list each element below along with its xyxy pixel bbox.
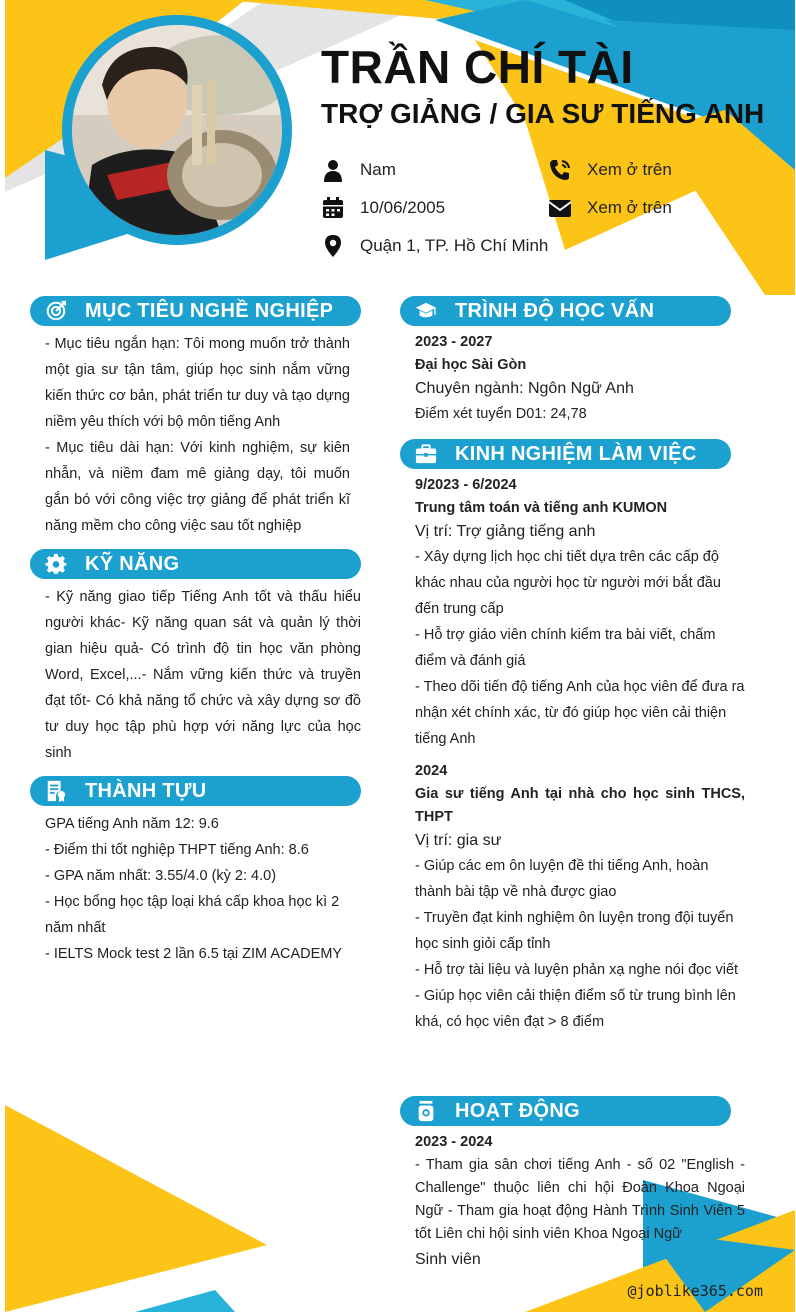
gear-icon (44, 552, 68, 576)
info-gender (320, 157, 396, 183)
job-task: - Giúp các em ôn luyện đề thi tiếng Anh, hoàn thành bài tập về nhà được giao (415, 858, 709, 900)
experience-job (415, 760, 745, 1035)
activities-period: 2023 - 2024 (415, 1134, 493, 1150)
section-objective-header (30, 296, 361, 326)
list-item: - Điểm thi tốt nghiệp THPT tiếng Anh: 8.6 (45, 842, 309, 858)
candidate-name: TRẦN CHÍ TÀI (321, 41, 634, 93)
section-title: THÀNH TỰU (85, 779, 207, 802)
person-icon (320, 157, 346, 183)
medal-icon (414, 1099, 438, 1123)
job-org: Gia sư tiếng Anh tại nhà cho học sinh THCS, THPT (415, 786, 745, 825)
job-task: - Theo dõi tiến độ tiếng Anh của học viên để đưa ra nhận xét chính xác, từ đó giúp học viên cải thiện tiếng Anh (415, 679, 745, 747)
section-title: KỸ NĂNG (85, 552, 180, 575)
achievements-body (45, 811, 361, 967)
objective-short-term: - Mục tiêu ngắn hạn: Tôi mong muốn trở thành một gia sư tận tâm, giúp học sinh nắm vững kiến thức cơ bản, phát triển tư duy và tạo dựng niềm yêu thích với bộ môn tiếng Anh (45, 336, 350, 430)
section-title: MỤC TIÊU NGHỀ NGHIỆP (85, 299, 334, 322)
map-pin-icon (320, 233, 346, 259)
avatar-ring (62, 15, 292, 245)
objective-long-term: - Mục tiêu dài hạn: Với kinh nghiệm, sự kiên nhẫn, và niềm đam mê giảng dạy, tôi muốn gắn bó với công việc trợ giảng để phát triển kĩ năng mềm cho công việc sau tốt nghiệp (45, 440, 350, 534)
section-title: HOẠT ĐỘNG (455, 1099, 580, 1122)
avatar (72, 25, 282, 235)
section-activities-header (400, 1096, 731, 1126)
certificate-icon (44, 779, 68, 803)
section-skills-header (30, 549, 361, 579)
dob-value: 10/06/2005 (360, 198, 446, 217)
section-experience-header (400, 439, 731, 469)
education-body (415, 331, 745, 427)
section-title: KINH NGHIỆM LÀM VIỆC (455, 442, 697, 465)
target-icon (44, 299, 68, 323)
job-title: TRỢ GIẢNG / GIA SƯ TIẾNG ANH (321, 98, 765, 129)
gender-value: Nam (360, 160, 396, 179)
list-item: - GPA năm nhất: 3.55/4.0 (kỳ 2: 4.0) (45, 868, 277, 884)
section-title: TRÌNH ĐỘ HỌC VẤN (455, 299, 655, 322)
graduation-cap-icon (414, 299, 438, 323)
education-score: Điểm xét tuyển D01: 24,78 (415, 406, 587, 422)
objective-body (45, 331, 350, 539)
job-task: - Giúp học viên cải thiện điểm số từ trung bình lên khá, có học viên đạt > 8 điểm (415, 988, 736, 1030)
job-position: Vị trí: gia sư (415, 832, 502, 849)
watermark: @joblike365.com (627, 1282, 763, 1300)
list-item: GPA tiếng Anh năm 12: 9.6 (45, 816, 219, 832)
job-task: - Hỗ trợ giáo viên chính kiểm tra bài viết, chấm điểm và đánh giá (415, 627, 716, 669)
education-school: Đại học Sài Gòn (415, 357, 527, 373)
education-major: Chuyên ngành: Ngôn Ngữ Anh (415, 380, 634, 397)
experience-body (415, 474, 745, 1035)
job-position: Vị trí: Trợ giảng tiếng anh (415, 523, 596, 540)
list-item: - IELTS Mock test 2 lần 6.5 tại ZIM ACADEMY (45, 946, 343, 962)
email-value: Xem ở trên (587, 198, 672, 217)
job-period: 9/2023 - 6/2024 (415, 477, 517, 493)
briefcase-icon (414, 442, 438, 466)
info-phone (547, 157, 672, 183)
job-org: Trung tâm toán và tiếng anh KUMON (415, 500, 668, 516)
envelope-icon (547, 195, 573, 221)
phone-icon (547, 157, 573, 183)
activities-body (415, 1131, 745, 1272)
experience-job (415, 474, 745, 752)
list-item: - Học bổng học tập loại khá cấp khoa học kì 2 năm nhất (45, 894, 340, 936)
cv-page (5, 0, 795, 1312)
section-achievements-header (30, 776, 361, 806)
calendar-icon (320, 195, 346, 221)
job-task: - Hỗ trợ tài liệu và luyện phản xạ nghe nói đọc viết (415, 962, 739, 978)
phone-value: Xem ở trên (587, 160, 672, 179)
info-email (547, 195, 672, 221)
job-period: 2024 (415, 763, 448, 779)
job-task: - Truyền đạt kinh nghiệm ôn luyện trong đội tuyển học sinh giỏi cấp tỉnh (415, 910, 734, 952)
info-dob (320, 195, 445, 221)
skills-body (45, 584, 361, 766)
info-address (320, 233, 548, 259)
skills-text: - Kỹ năng giao tiếp Tiếng Anh tốt và thấu hiểu người khác- Kỹ năng quan sát và quản lý thời gian hiệu quả- Có trình độ tin học văn phòng Word, Excel,...- Nắm vững kiến thức và truyền đạt tốt- Có khả năng tổ chức và xây dựng sơ đồ tư duy học tập phù hợp với năng lực của học sinh (45, 589, 361, 761)
job-task: - Xây dựng lịch học chi tiết dựa trên các cấp độ khác nhau của người học từ người mới bắt đầu đến trung cấp (415, 549, 721, 617)
education-period: 2023 - 2027 (415, 334, 493, 350)
activities-role: Sinh viên (415, 1251, 481, 1268)
address-value: Quận 1, TP. Hồ Chí Minh (360, 236, 549, 255)
activities-text: - Tham gia sân chơi tiếng Anh - số 02 "English - Challenge" thuộc liên chi hội Đoàn Khoa Ngoại Ngữ - Tham gia hoạt động Hành Trình Sinh Viên 5 tốt Liên chi hội sinh viên Khoa Ngoại Ngữ (415, 1157, 745, 1242)
section-education-header (400, 296, 731, 326)
